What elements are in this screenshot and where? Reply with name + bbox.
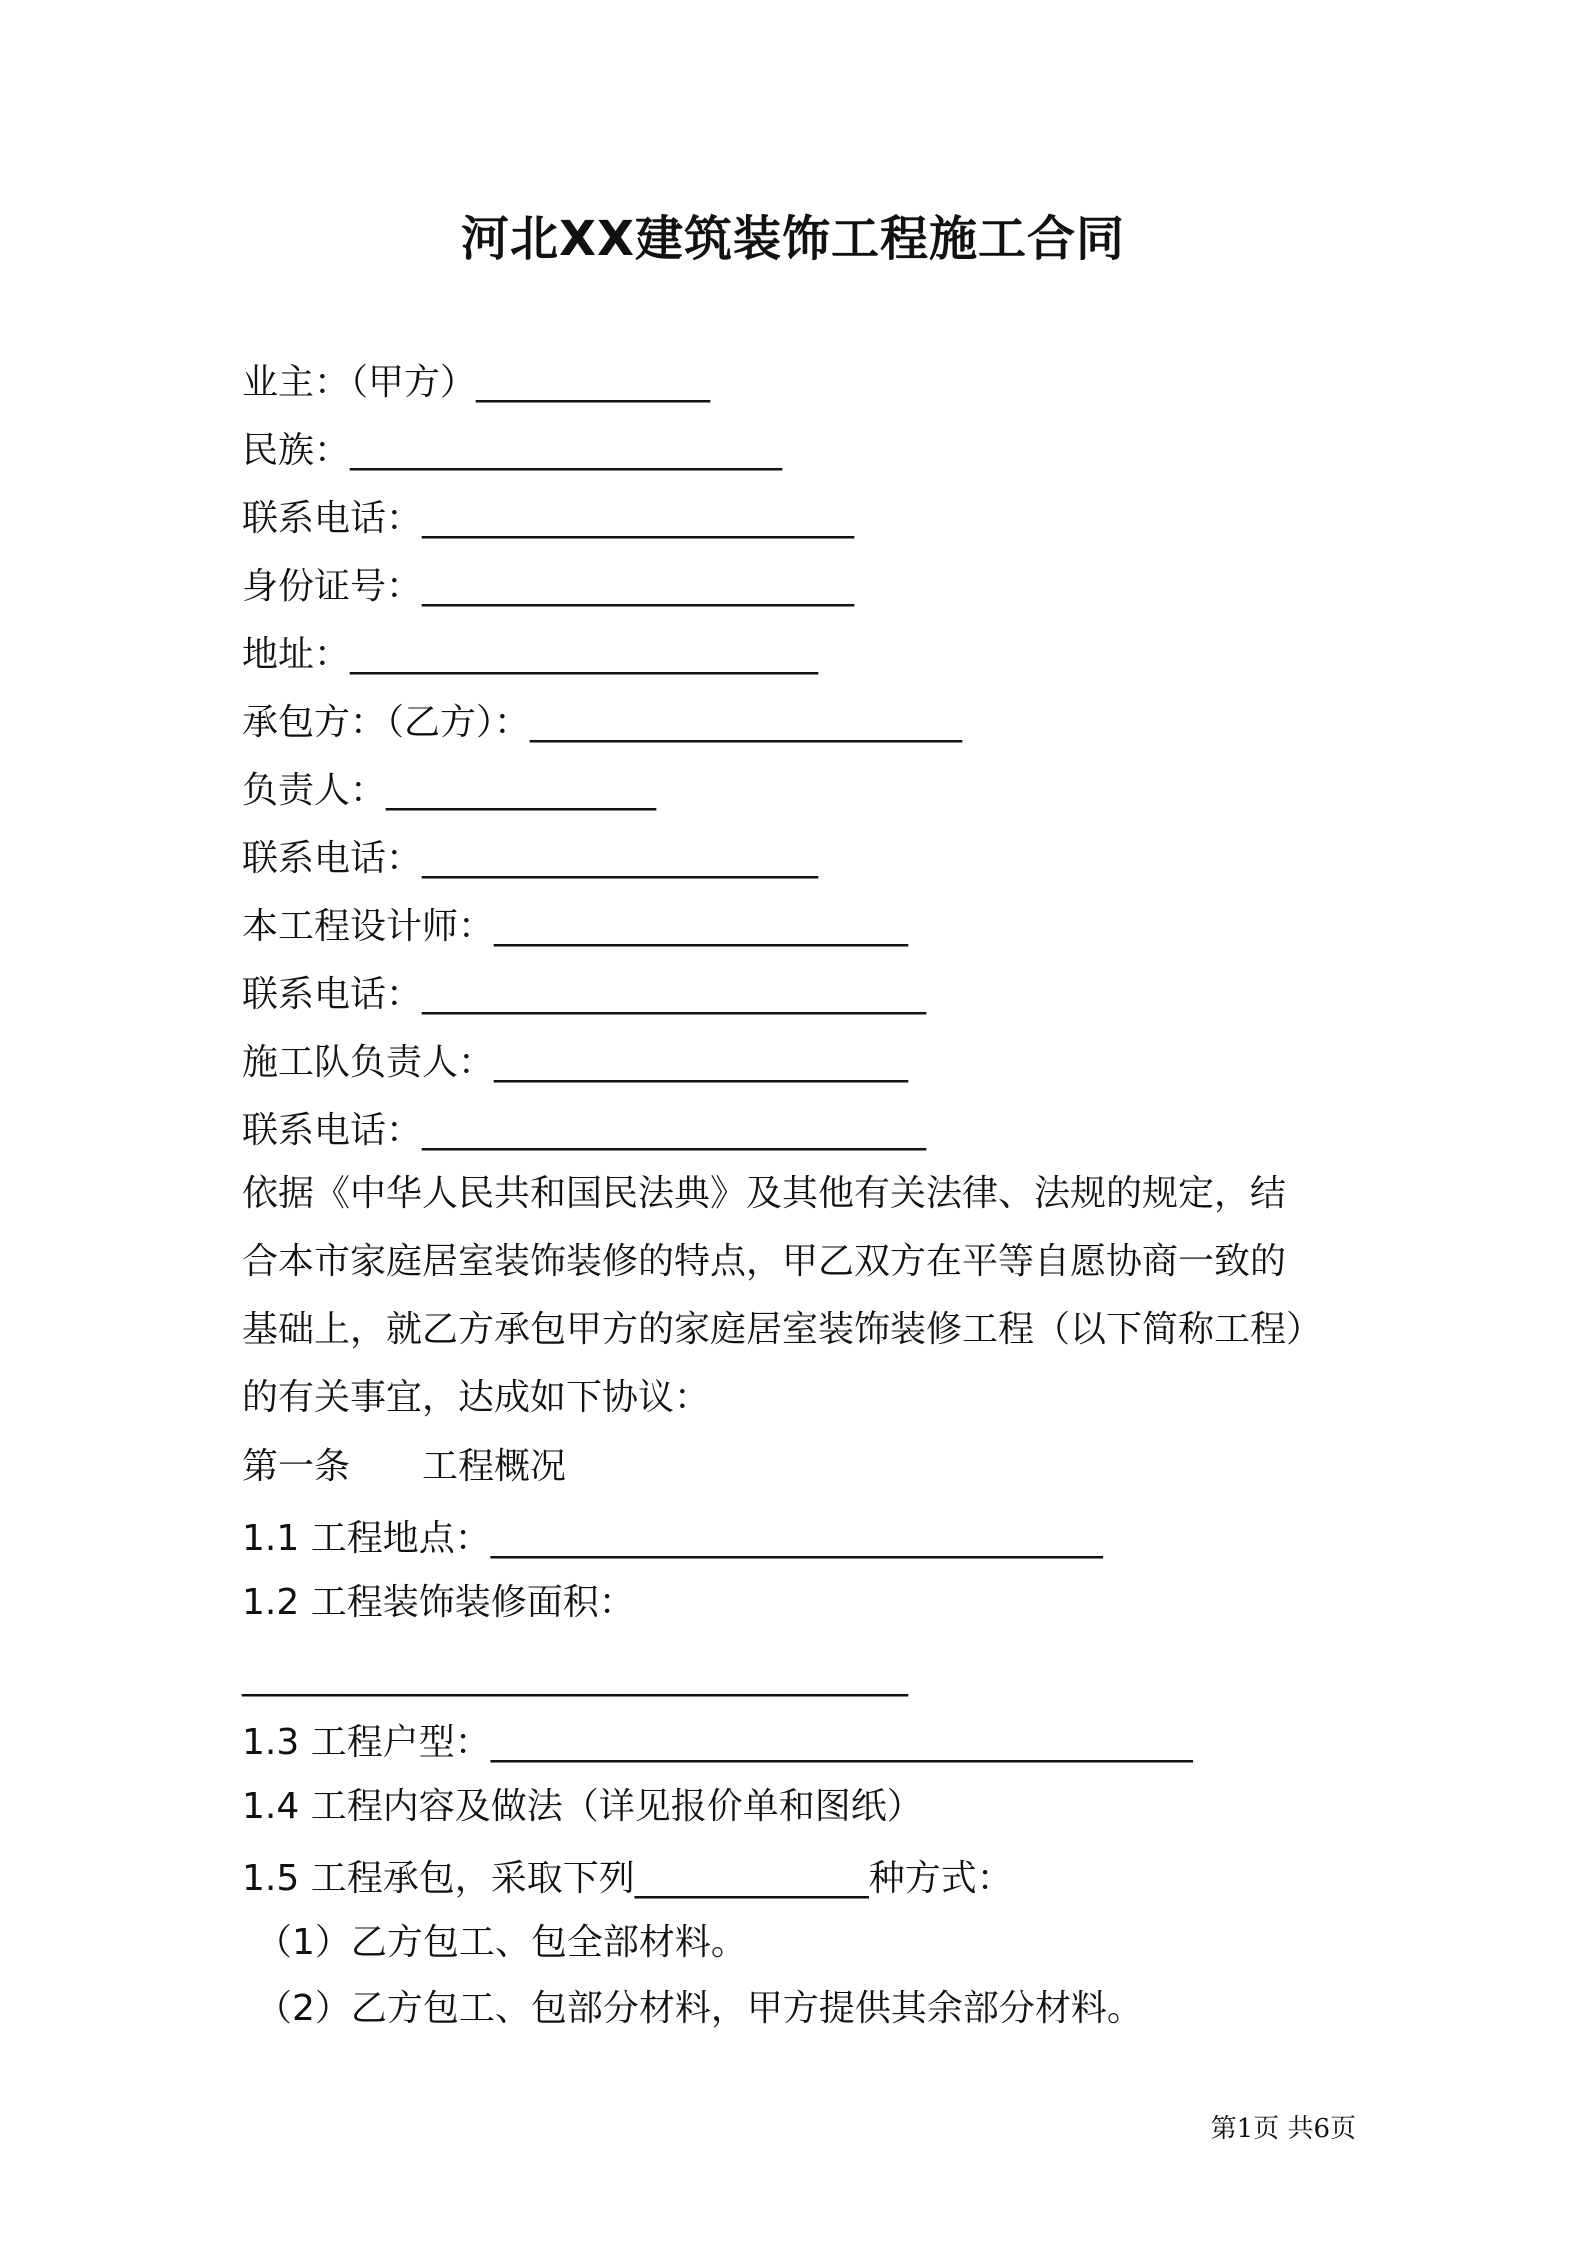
- team-leader-field: 施工队负责人：_______________________: [242, 1042, 909, 1083]
- item-1-4: 1.4 工程内容及做法（详见报价单和图纸）: [242, 1786, 923, 1827]
- item-1-3: 1.3 工程户型：_______________________________________: [242, 1722, 1193, 1763]
- address-field: 地址：__________________________: [242, 634, 819, 675]
- document-title: 河北XX建筑装饰工程施工合同: [460, 211, 1126, 267]
- responsible-person-field: 负责人：_______________: [242, 770, 657, 811]
- item-1-2: 1.2 工程装饰装修面积：: [242, 1582, 635, 1623]
- intro-line: 基础上，就乙方承包甲方的家庭居室装饰装修工程（以下简称工程）: [242, 1309, 1323, 1350]
- option-2: （2）乙方包工、包部分材料，甲方提供其余部分材料。: [256, 1988, 1143, 2029]
- intro-line: 的有关事宜，达成如下协议：: [242, 1377, 711, 1418]
- owner-field: 业主：（甲方）_____________: [242, 362, 711, 403]
- designer-phone-field: 联系电话：____________________________: [242, 974, 927, 1015]
- ethnicity-field: 民族：________________________: [242, 430, 783, 471]
- contractor-phone-field: 联系电话：______________________: [242, 838, 819, 879]
- article-heading: 第一条 工程概况: [242, 1446, 567, 1487]
- intro-line: 合本市家庭居室装饰装修的特点，甲乙双方在平等自愿协商一致的: [242, 1241, 1287, 1282]
- intro-paragraph: [242, 1160, 1362, 1432]
- intro-line: 依据《中华人民共和国民法典》及其他有关法律、法规的规定，结: [242, 1173, 1287, 1214]
- id-number-field: 身份证号：________________________: [242, 566, 855, 607]
- option-1: （1）乙方包工、包全部材料。: [256, 1922, 747, 1963]
- item-1-5: 1.5 工程承包，采取下列_____________种方式：: [242, 1858, 1013, 1899]
- item-1-1: 1.1 工程地点：__________________________________: [242, 1518, 1103, 1559]
- page-number: 第1页 共6页: [1210, 2114, 1356, 2144]
- team-leader-phone-field: 联系电话：____________________________: [242, 1110, 927, 1151]
- item-1-2-blank: _____________________________________: [242, 1656, 908, 1697]
- owner-phone-field: 联系电话：________________________: [242, 498, 855, 539]
- designer-field: 本工程设计师：_______________________: [242, 906, 909, 947]
- contractor-field: 承包方：（乙方）：________________________: [242, 702, 963, 743]
